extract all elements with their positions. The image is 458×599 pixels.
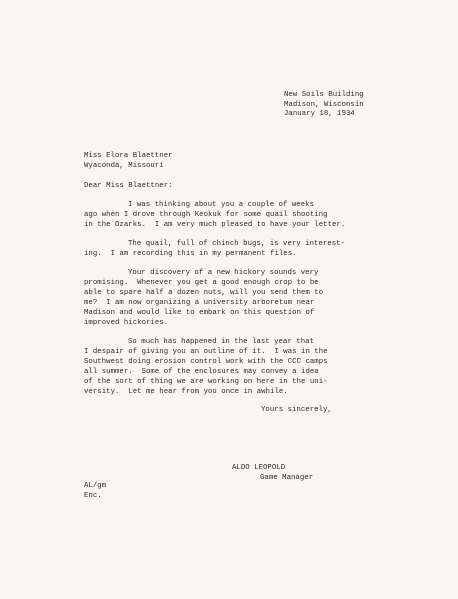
typist-initials: AL/gm [84, 482, 107, 490]
paragraph-line: I despair of giving you an outline of it. I was in the [84, 348, 328, 356]
letter-date: January 18, 1934 [284, 110, 355, 118]
recipient-name: Miss Elora Blaettner [84, 152, 173, 160]
paragraph-line: So much has happened in the last year that [128, 338, 315, 346]
paragraph-line: Your discovery of a new hickory sounds very [128, 269, 319, 277]
closing: Yours sincerely, [261, 406, 332, 414]
paragraph-line: all summer. Some of the enclosures may convey a idea [84, 368, 319, 376]
paragraph-line: ago when I drove through Keokuk for some quail shooting [84, 211, 328, 219]
paragraph-line: Madison and would like to embark on this question of [84, 309, 315, 317]
paragraph-line: me? I am now organizing a university arboretum near [84, 299, 315, 307]
paragraph-line: improved hickories. [84, 319, 169, 327]
paragraph-line: promising. Whenever you get a good enough crop to be [84, 279, 319, 287]
signature-title: Game Manager [260, 474, 314, 482]
paragraph-line: I was thinking about you a couple of weeks [128, 201, 315, 209]
paragraph-line: ing. I am recording this in my permanent files. [84, 250, 297, 258]
salutation: Dear Miss Blaettner: [84, 182, 173, 190]
address-line-1: New Soils Building [284, 91, 364, 99]
paragraph-line: Southwest doing erosion control work with the CCC camps [84, 358, 328, 366]
paragraph-line: in the Ozarks. I am very much pleased to have your letter. [84, 221, 346, 229]
paragraph-line: able to spare half a dozen nuts, will you send them to [84, 289, 324, 297]
paragraph-line: of the sort of thing we are working on here in the uni- [84, 378, 328, 386]
recipient-location: Wyaconda, Missouri [84, 162, 164, 170]
paragraph-line: versity. Let me hear from you once in awhile. [84, 388, 288, 396]
enclosure-note: Enc. [84, 492, 102, 500]
signature-name: ALDO LEOPOLD [232, 464, 286, 472]
paragraph-line: The quail, full of chinch bugs, is very interest- [128, 240, 346, 248]
address-line-2: Madison, Wisconsin [284, 101, 364, 109]
